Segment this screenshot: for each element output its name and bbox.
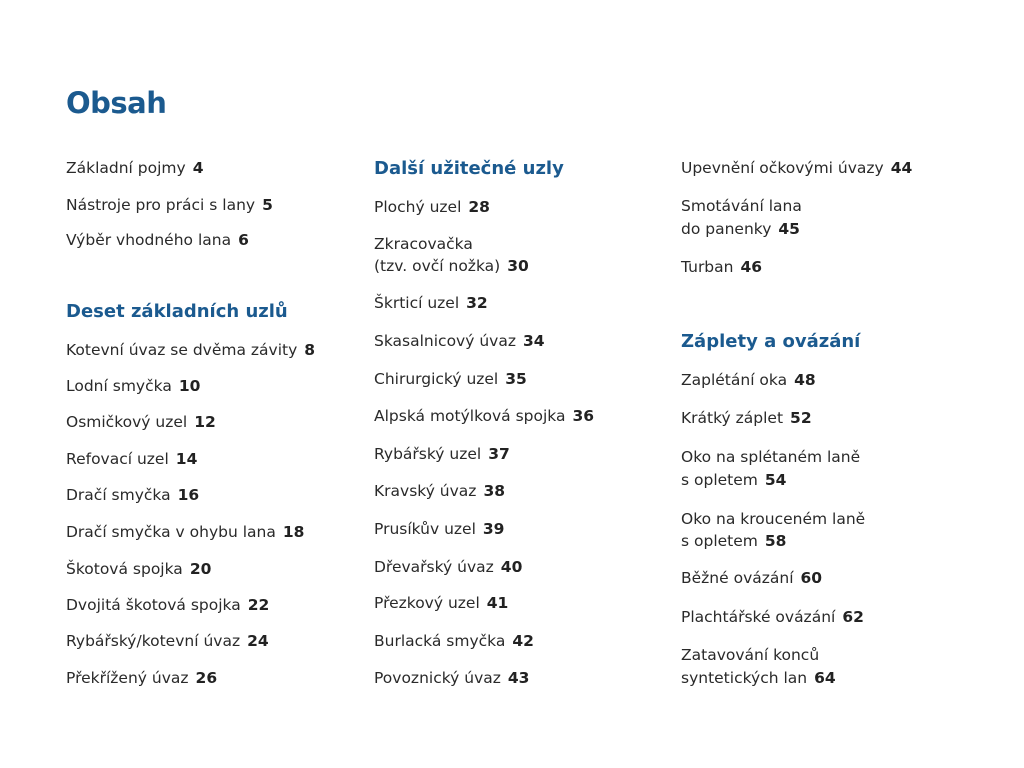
toc-page-number: 39 <box>482 520 505 538</box>
toc-entry-continued[interactable] <box>681 530 786 553</box>
toc-page-number: 30 <box>507 257 529 275</box>
toc-entry-label: Prusíkův uzel <box>374 520 476 538</box>
toc-page-number: 28 <box>468 198 490 216</box>
toc-page-number: 35 <box>505 370 527 388</box>
toc-entry-label: Škotová spojka <box>66 560 183 578</box>
toc-entry-label: Přezkový uzel <box>374 594 480 612</box>
toc-entry[interactable] <box>66 484 199 507</box>
toc-page-number: 41 <box>486 594 509 612</box>
toc-entry[interactable] <box>374 233 473 256</box>
toc-entry-continued[interactable] <box>681 218 800 241</box>
toc-entry[interactable] <box>66 194 273 217</box>
toc-entry-label: Krátký záplet <box>681 409 784 427</box>
toc-entry-label: Kotevní úvaz se dvěma závity <box>66 341 298 359</box>
toc-entry[interactable] <box>374 196 490 219</box>
toc-page-number: 32 <box>466 294 488 312</box>
toc-entry[interactable] <box>374 630 534 653</box>
toc-entry-label: Škrticí uzel <box>374 294 460 312</box>
toc-entry-label: do panenky <box>681 220 772 238</box>
toc-entry-label: (tzv. ovčí nožka) <box>374 257 501 275</box>
toc-page-number: 45 <box>778 220 800 238</box>
toc-page-number: 58 <box>764 532 787 550</box>
toc-entry-label: Oko na splétaném laně <box>681 448 861 466</box>
toc-entry-label: Refovací uzel <box>66 450 169 468</box>
toc-entry-label: Zkracovačka <box>374 235 473 253</box>
toc-entry-label: Povoznický úvaz <box>374 669 501 687</box>
toc-entry-label: Plochý uzel <box>374 198 462 216</box>
toc-page-number: 8 <box>304 341 316 359</box>
toc-page-number: 10 <box>178 377 201 395</box>
toc-entry[interactable] <box>66 558 211 581</box>
toc-page-number: 4 <box>192 159 204 177</box>
toc-page-number: 52 <box>790 409 812 427</box>
toc-entry-label: Skasalnicový úvaz <box>374 332 516 350</box>
toc-entry[interactable] <box>66 229 249 252</box>
toc-entry-label: Překřížený úvaz <box>66 669 189 687</box>
toc-entry[interactable] <box>681 446 860 469</box>
toc-entry-label: Lodní smyčka <box>66 377 172 395</box>
toc-entry-label: Rybářský/kotevní úvaz <box>66 632 241 650</box>
toc-entry-continued[interactable] <box>681 667 836 690</box>
toc-entry[interactable] <box>681 606 864 629</box>
toc-page-number: 26 <box>195 669 218 687</box>
toc-entry-label: Chirurgický uzel <box>374 370 499 388</box>
toc-entry-label: Osmičkový uzel <box>66 413 188 431</box>
toc-page-number: 5 <box>262 196 273 214</box>
toc-page-number: 16 <box>177 486 200 504</box>
toc-entry-label: Rybářský uzel <box>374 445 482 463</box>
toc-page-number: 62 <box>842 608 864 626</box>
toc-page-number: 6 <box>238 231 249 249</box>
toc-entry[interactable] <box>374 556 522 579</box>
toc-entry[interactable] <box>374 405 594 428</box>
toc-entry[interactable] <box>681 256 762 279</box>
toc-entry[interactable] <box>374 368 527 391</box>
toc-page-number: 43 <box>507 669 530 687</box>
toc-entry[interactable] <box>374 592 508 615</box>
toc-page-number: 37 <box>488 445 510 463</box>
toc-entry[interactable] <box>66 411 216 434</box>
toc-entry[interactable] <box>374 518 504 541</box>
toc-entry-label: s opletem <box>681 471 758 489</box>
toc-entry[interactable] <box>66 630 269 653</box>
toc-entry-label: Plachtářské ovázání <box>681 608 836 626</box>
toc-page-number: 36 <box>572 407 595 425</box>
toc-page-number: 24 <box>247 632 269 650</box>
toc-entry-label: Smotávání lana <box>681 197 802 215</box>
toc-page-number: 34 <box>522 332 545 350</box>
toc-entry[interactable] <box>374 330 545 353</box>
toc-entry-label: Zaplétání oka <box>681 371 788 389</box>
toc-page-number: 18 <box>282 523 305 541</box>
toc-page-number: 42 <box>512 632 534 650</box>
section-heading: Záplety a ovázání <box>681 331 861 352</box>
toc-page-number: 40 <box>500 558 523 576</box>
toc-entry-label: Dřevařský úvaz <box>374 558 494 576</box>
page-title: Obsah <box>66 86 167 120</box>
toc-page-number: 60 <box>800 569 823 587</box>
toc-entry[interactable] <box>66 157 204 180</box>
toc-entry-label: Oko na krouceném laně <box>681 510 866 528</box>
toc-entry-label: Dračí smyčka <box>66 486 171 504</box>
toc-entry-label: Dvojitá škotová spojka <box>66 596 241 614</box>
toc-page-number: 48 <box>794 371 816 389</box>
toc-entry-label: Běžné ovázání <box>681 569 794 587</box>
toc-entry[interactable] <box>374 480 505 503</box>
toc-entry-label: Turban <box>681 258 734 276</box>
toc-entry-label: Burlacká smyčka <box>374 632 506 650</box>
toc-entry-label: Kravský úvaz <box>374 482 477 500</box>
toc-page-number: 54 <box>764 471 787 489</box>
toc-entry-label: Výběr vhodného lana <box>66 231 232 249</box>
toc-entry[interactable] <box>681 157 912 180</box>
toc-entry-label: Zatavování konců <box>681 646 820 664</box>
toc-entry[interactable] <box>66 375 200 398</box>
toc-entry-continued[interactable] <box>374 255 529 278</box>
toc-entry[interactable] <box>66 594 269 617</box>
toc-entry[interactable] <box>681 508 865 531</box>
toc-page-number: 46 <box>740 258 763 276</box>
toc-entry[interactable] <box>66 667 217 690</box>
toc-entry-label: Základní pojmy <box>66 159 186 177</box>
toc-page-number: 64 <box>814 669 836 687</box>
toc-entry[interactable] <box>681 567 822 590</box>
toc-entry-label: s opletem <box>681 532 758 550</box>
section-heading: Deset základních uzlů <box>66 301 288 322</box>
toc-entry[interactable] <box>681 195 802 218</box>
toc-page-number: 12 <box>194 413 216 431</box>
toc-entry-label: syntetických lan <box>681 669 808 687</box>
toc-entry[interactable] <box>374 667 529 690</box>
toc-entry[interactable] <box>681 369 816 392</box>
toc-entry[interactable] <box>374 443 510 466</box>
section-heading: Další užitečné uzly <box>374 158 564 179</box>
toc-page-number: 22 <box>247 596 270 614</box>
toc-entry-label: Nástroje pro práci s lany <box>66 196 256 214</box>
toc-page-number: 20 <box>189 560 212 578</box>
toc-entry-label: Upevnění očkovými úvazy <box>681 159 884 177</box>
toc-page-number: 14 <box>175 450 198 468</box>
toc-entry[interactable] <box>681 644 819 667</box>
toc-page-number: 44 <box>890 159 913 177</box>
toc-entry-continued[interactable] <box>681 469 786 492</box>
toc-entry[interactable] <box>66 448 197 471</box>
toc-entry[interactable] <box>66 339 315 362</box>
toc-entry[interactable] <box>374 292 488 315</box>
toc-entry-label: Alpská motýlková spojka <box>374 407 566 425</box>
toc-entry-label: Dračí smyčka v ohybu lana <box>66 523 276 541</box>
toc-page-number: 38 <box>483 482 506 500</box>
toc-entry[interactable] <box>66 521 304 544</box>
toc-entry[interactable] <box>681 407 812 430</box>
